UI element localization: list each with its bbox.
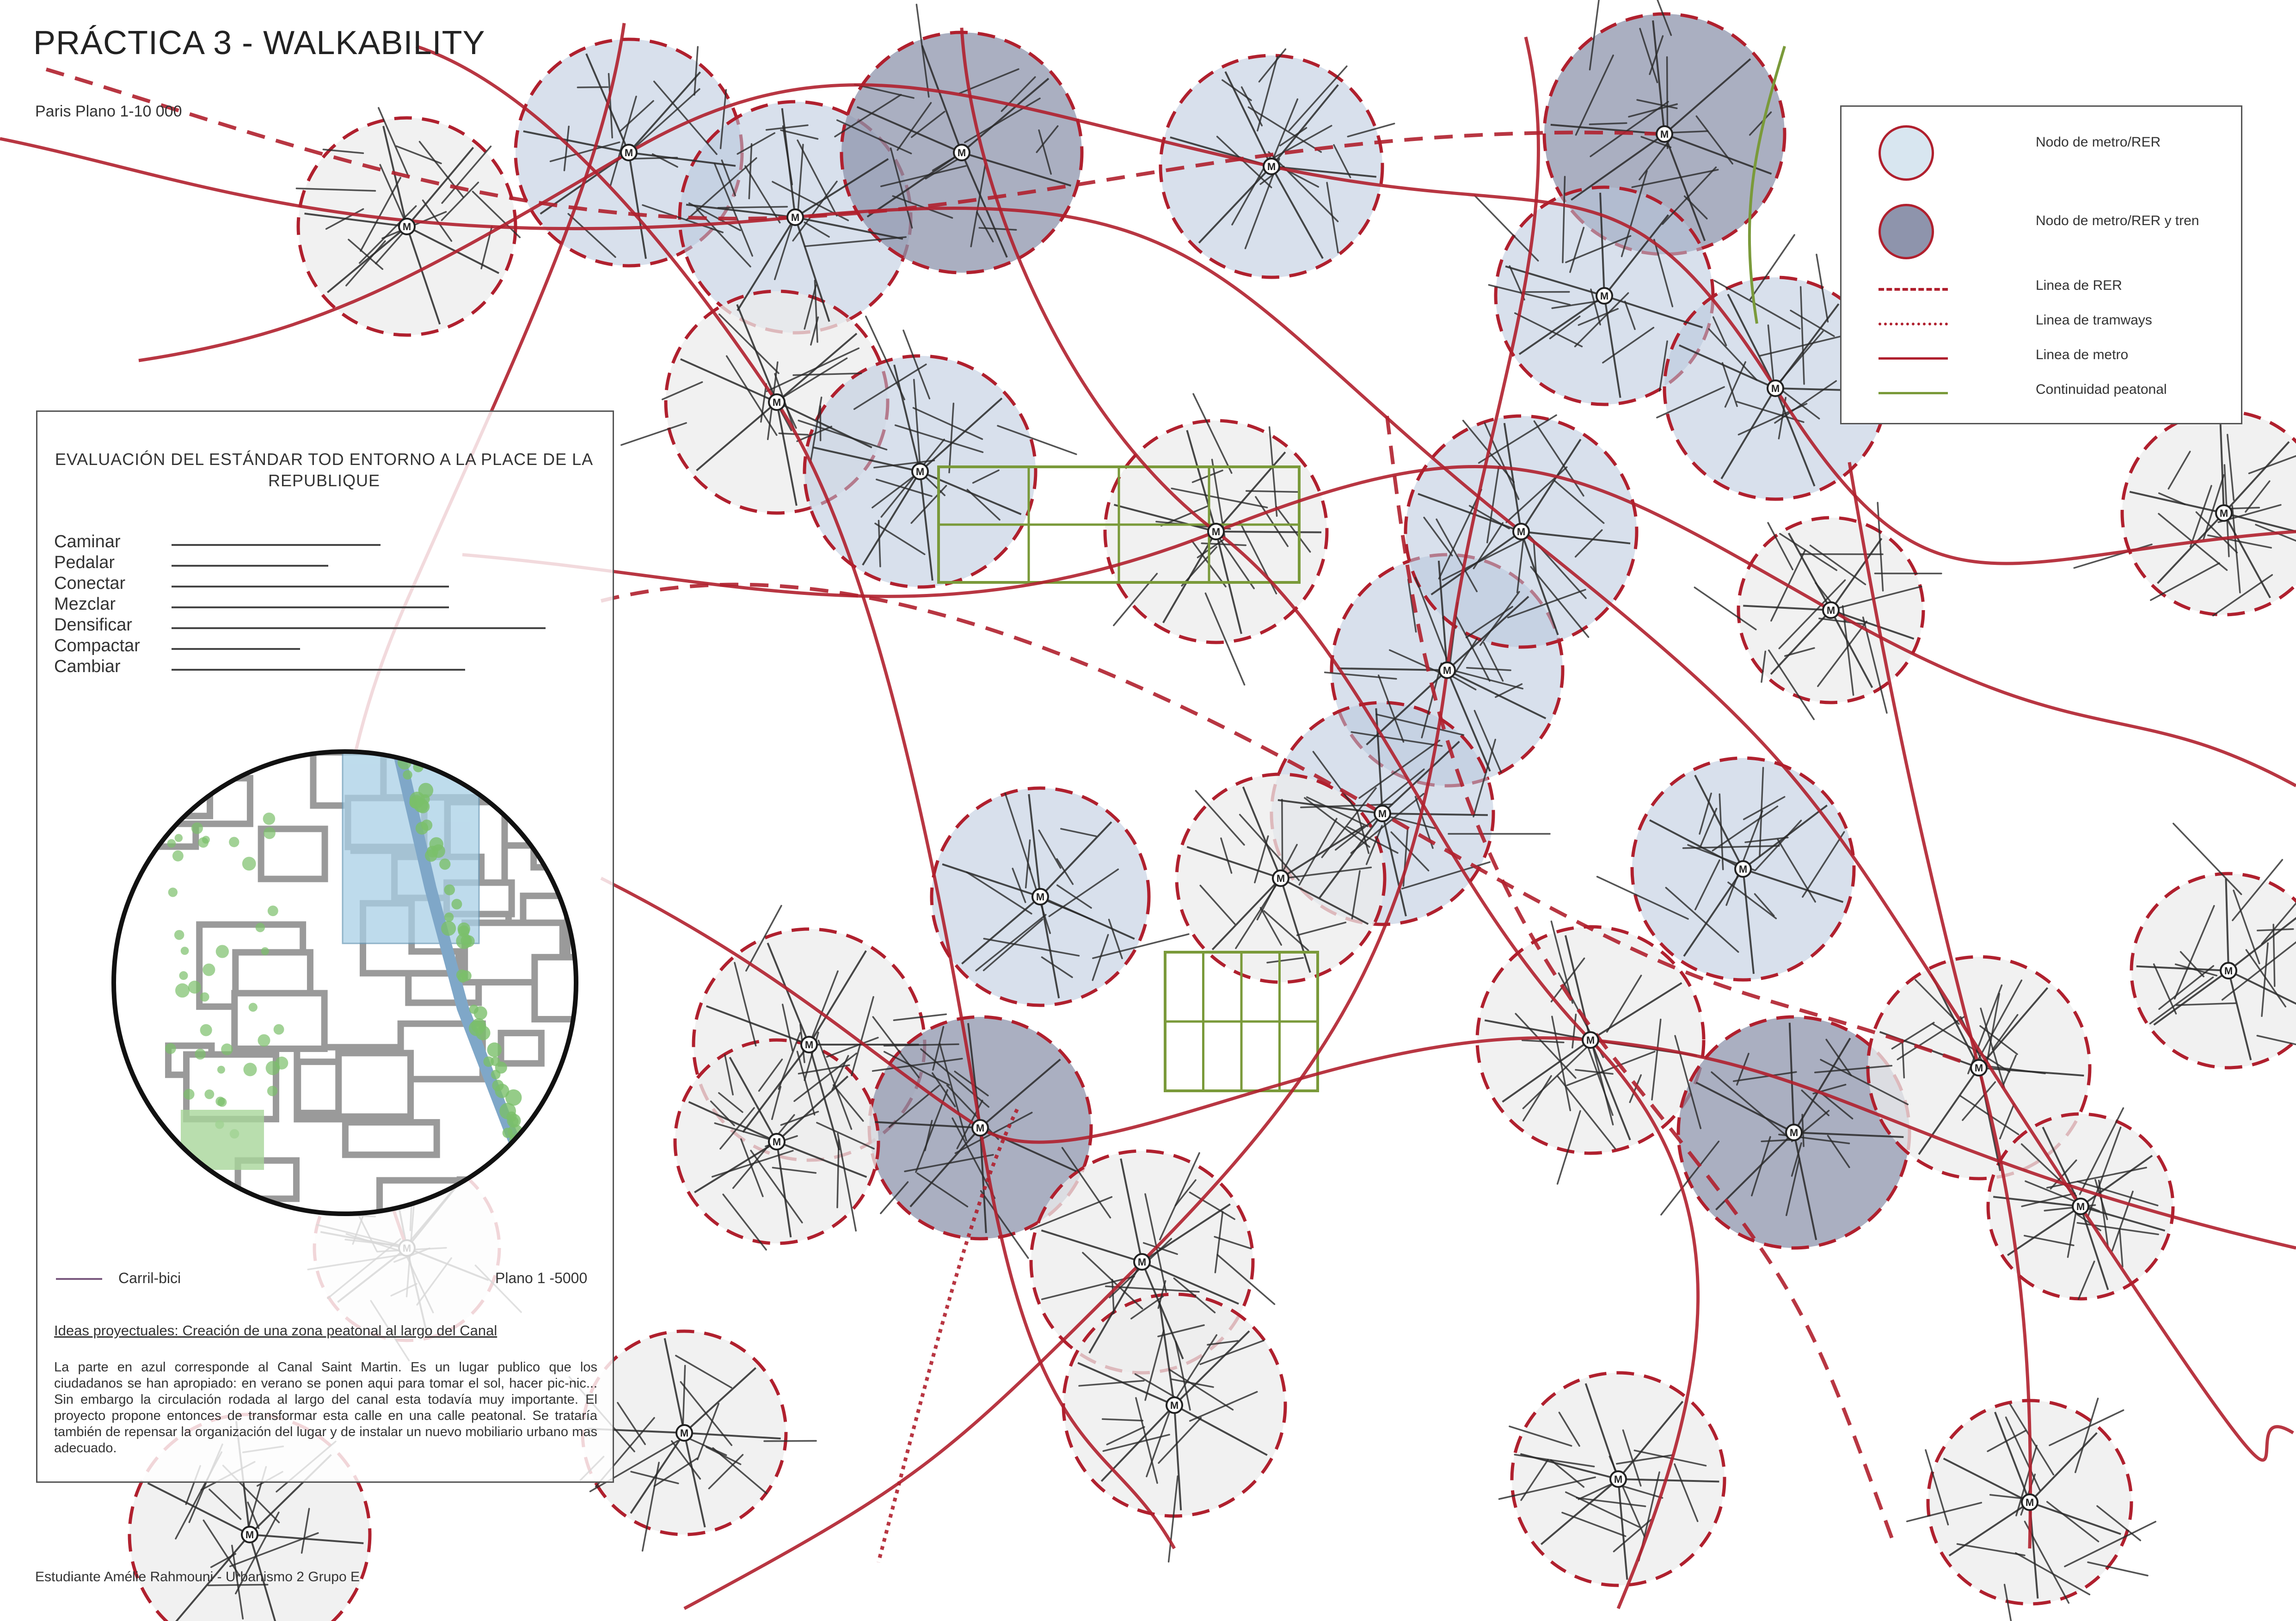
criterion-label: Cambiar: [54, 657, 121, 676]
station-buffer: [2122, 411, 2296, 615]
metro-m-glyph: M: [976, 1122, 985, 1134]
criterion-bar: [172, 544, 381, 546]
zoom-street: [460, 1180, 503, 1216]
metro-m-glyph: M: [1600, 290, 1609, 302]
metro-m-glyph: M: [1614, 1474, 1623, 1485]
zoom-street: [234, 993, 324, 1049]
solid-line-icon: [1879, 357, 1948, 360]
metro-station: [1610, 1471, 1626, 1487]
dashed-line-icon: [1879, 288, 1948, 291]
tree: [229, 837, 239, 847]
tree: [168, 887, 178, 897]
criterion-bar: [172, 586, 449, 587]
panel-title: EVALUACIÓN DEL ESTÁNDAR TOD ENTORNO A LA PLACE DE LA REPUBLIQUE: [55, 450, 594, 490]
tree: [175, 834, 183, 842]
tree: [203, 963, 215, 976]
zoom-map-canal-saint-martin: [111, 749, 578, 1216]
tree: [191, 822, 203, 834]
zoom-street: [159, 768, 210, 816]
metro-m-glyph: M: [1137, 1256, 1147, 1268]
metro-m-glyph: M: [680, 1427, 689, 1439]
zoom-street: [345, 1122, 437, 1155]
tree: [188, 981, 201, 994]
tree: [444, 884, 455, 895]
tree: [520, 1181, 534, 1196]
tree: [517, 1168, 533, 1184]
metro-station: [1971, 1060, 1987, 1076]
tree: [526, 1184, 542, 1200]
tree: [221, 1044, 233, 1055]
metro-station: [769, 1134, 785, 1150]
metro-m-glyph: M: [1826, 605, 1836, 616]
tree: [266, 1061, 280, 1075]
criterion-bar: [172, 606, 449, 608]
metro-m-glyph: M: [624, 147, 633, 159]
tree: [456, 969, 467, 980]
criterion-bar: [172, 565, 328, 567]
tree: [427, 846, 438, 857]
metro-m-glyph: M: [1378, 808, 1387, 820]
tree: [524, 1162, 539, 1176]
metro-m-glyph: M: [772, 1136, 781, 1148]
plan-scale-label: Plano 1 -5000: [495, 1270, 588, 1286]
metro-m-glyph: M: [1586, 1034, 1595, 1046]
tree: [264, 827, 276, 839]
street: [1282, 800, 1283, 877]
metro-station: [769, 394, 785, 410]
zoom-street: [123, 766, 196, 846]
tree: [218, 1098, 227, 1107]
tree: [174, 930, 184, 940]
metro-station: [1264, 159, 1279, 174]
criterion-label: Compactar: [54, 636, 140, 655]
tree: [495, 1062, 507, 1074]
tree: [217, 1066, 225, 1074]
dotted-line-icon: [1879, 323, 1948, 325]
tree: [204, 1089, 214, 1099]
zoom-street: [186, 1054, 276, 1119]
light-node-icon: [1879, 125, 1934, 181]
street: [718, 207, 787, 208]
tree: [268, 905, 278, 916]
tree: [509, 1117, 519, 1126]
tree: [258, 1034, 270, 1046]
tree: [403, 770, 412, 780]
metro-station: [1657, 126, 1672, 142]
tree: [195, 1049, 206, 1060]
tree: [439, 858, 450, 869]
metro-m-glyph: M: [1974, 1062, 1983, 1074]
metro-m-glyph: M: [1443, 665, 1452, 676]
tree: [522, 1183, 535, 1195]
criterion-label: Mezclar: [54, 594, 116, 614]
ideas-text: La parte en azul corresponde al Canal Saint Martin. Es un lugar publico que los ciudadanos se han apropiado: en verano se ponen aqui para tomar el sol, hacer pic-nic... Sin embargo la circulación rodada al largo del canal esta todavía muy importante. El proyecto propone entonces de transformar esta calle en una calle peatonal. Se trataría también de repensar la organización del lugar y de instalar un nuevo mobiliario urbano mas adecuado.: [54, 1360, 597, 1456]
metro-station: [1166, 1397, 1182, 1413]
tree: [181, 947, 189, 955]
metro-m-glyph: M: [1516, 526, 1526, 538]
metro-station: [1823, 602, 1839, 618]
ideas-title: Ideas proyectuales: Creación de una zona peatonal al largo del Canal: [54, 1322, 497, 1339]
zoom-street: [536, 785, 578, 845]
footer-credit: Estudiante Amélie Rahmouni - Urbanismo 2 Grupo E: [35, 1569, 360, 1584]
metro-m-glyph: M: [2219, 508, 2228, 519]
bike-lane-label: Carril-bici: [118, 1270, 181, 1286]
scale-note: Paris Plano 1-10 000: [35, 103, 182, 120]
metro-station: [1208, 524, 1224, 539]
tree: [256, 923, 265, 932]
metro-station: [1735, 861, 1751, 877]
metro-m-glyph: M: [1789, 1127, 1799, 1138]
zoom-street: [530, 772, 578, 804]
tree: [444, 912, 454, 922]
tree: [200, 992, 209, 1002]
tree: [267, 1086, 277, 1096]
metro-station: [399, 219, 415, 234]
tree: [243, 1063, 257, 1076]
tree: [172, 850, 184, 862]
legend-item-rer: Linea de RER: [1842, 278, 2241, 333]
tree: [179, 971, 188, 980]
metro-m-glyph: M: [1660, 128, 1669, 140]
metro-station: [2022, 1494, 2038, 1510]
metro-station: [801, 1037, 817, 1052]
metro-station: [912, 464, 928, 479]
tree: [420, 794, 430, 804]
metro-station: [972, 1120, 988, 1136]
metro-m-glyph: M: [791, 212, 800, 223]
metro-station: [1134, 1254, 1150, 1270]
criterion-label: Conectar: [54, 574, 126, 593]
zoom-street: [501, 1033, 541, 1064]
tree: [456, 933, 472, 949]
metro-station: [1596, 288, 1612, 304]
metro-station: [242, 1527, 258, 1542]
metro-station: [2221, 963, 2236, 979]
dark-node-icon: [1879, 204, 1934, 259]
metro-m-glyph: M: [1771, 383, 1780, 394]
legend-item-node-train: Nodo de metro/RER y tren: [1842, 204, 2241, 259]
metro-m-glyph: M: [772, 397, 781, 408]
zoom-street: [338, 1053, 411, 1116]
zoom-street: [524, 1170, 578, 1216]
metro-m-glyph: M: [1276, 873, 1285, 884]
legend-item-pedestrian: Continuidad peatonal: [1842, 382, 2241, 437]
metro-m-glyph: M: [957, 147, 966, 159]
tree: [421, 820, 432, 831]
metro-m-glyph: M: [804, 1039, 814, 1051]
bike-lane-icon: [56, 1278, 102, 1280]
metro-station: [1375, 806, 1390, 821]
metro-m-glyph: M: [402, 221, 411, 232]
tree: [261, 947, 269, 955]
tree: [242, 857, 256, 871]
park: [181, 1110, 264, 1170]
map-legend: [1840, 105, 2242, 424]
tree: [530, 1175, 545, 1190]
tree: [274, 1024, 284, 1035]
criterion-label: Caminar: [54, 532, 121, 551]
zoom-street: [511, 1185, 550, 1216]
metro-m-glyph: M: [1738, 863, 1748, 875]
metro-m-glyph: M: [1170, 1400, 1179, 1411]
tree: [200, 1024, 212, 1036]
legend-item-tram: Linea de tramways: [1842, 312, 2241, 368]
metro-station: [2073, 1199, 2088, 1214]
tree: [165, 1043, 176, 1054]
metro-station: [1032, 889, 1048, 905]
metro-m-glyph: M: [2224, 965, 2233, 977]
metro-station: [1786, 1125, 1802, 1140]
tree: [184, 1089, 195, 1100]
metro-station: [787, 209, 803, 225]
tod-evaluation-panel: [36, 410, 614, 1483]
tree: [522, 1184, 531, 1194]
metro-station: [2216, 505, 2232, 521]
tree: [263, 813, 276, 825]
metro-m-glyph: M: [2025, 1497, 2034, 1508]
tree: [249, 1003, 258, 1012]
criterion-bar: [172, 627, 546, 629]
tree: [441, 921, 456, 936]
criterion-bar: [172, 648, 300, 650]
tree: [167, 839, 176, 848]
tree: [522, 1193, 535, 1206]
metro-m-glyph: M: [2076, 1201, 2085, 1212]
metro-m-glyph: M: [915, 466, 925, 477]
tree: [175, 983, 190, 997]
tree: [511, 1156, 528, 1172]
metro-station: [676, 1425, 692, 1441]
page-title: PRÁCTICA 3 - WALKABILITY: [33, 24, 485, 61]
tree: [202, 836, 210, 844]
metro-station: [1513, 524, 1529, 539]
metro-station: [621, 145, 637, 160]
tree: [469, 1004, 479, 1014]
tree: [216, 945, 229, 958]
tree: [451, 899, 462, 910]
tree: [525, 1202, 540, 1216]
metro-m-glyph: M: [1036, 891, 1045, 903]
metro-station: [1583, 1032, 1598, 1048]
legend-item-node: Nodo de metro/RER: [1842, 125, 2241, 181]
metro-station: [1273, 870, 1289, 886]
legend-item-metro: Linea de metro: [1842, 347, 2241, 403]
criterion-bar: [172, 669, 465, 671]
metro-m-glyph: M: [1211, 526, 1221, 538]
metro-station: [954, 145, 970, 160]
tree: [471, 1018, 486, 1033]
criterion-label: Densificar: [54, 615, 132, 635]
metro-m-glyph: M: [245, 1529, 254, 1541]
metro-m-glyph: M: [1267, 161, 1276, 172]
metro-station: [1768, 380, 1783, 396]
tree: [495, 1084, 509, 1098]
criterion-label: Pedalar: [54, 553, 115, 572]
metro-station: [1439, 662, 1455, 678]
street: [1246, 491, 1300, 492]
tree: [487, 1042, 502, 1057]
zoom-street: [534, 957, 578, 1019]
green-line-icon: [1879, 392, 1948, 394]
tree: [523, 1184, 540, 1200]
